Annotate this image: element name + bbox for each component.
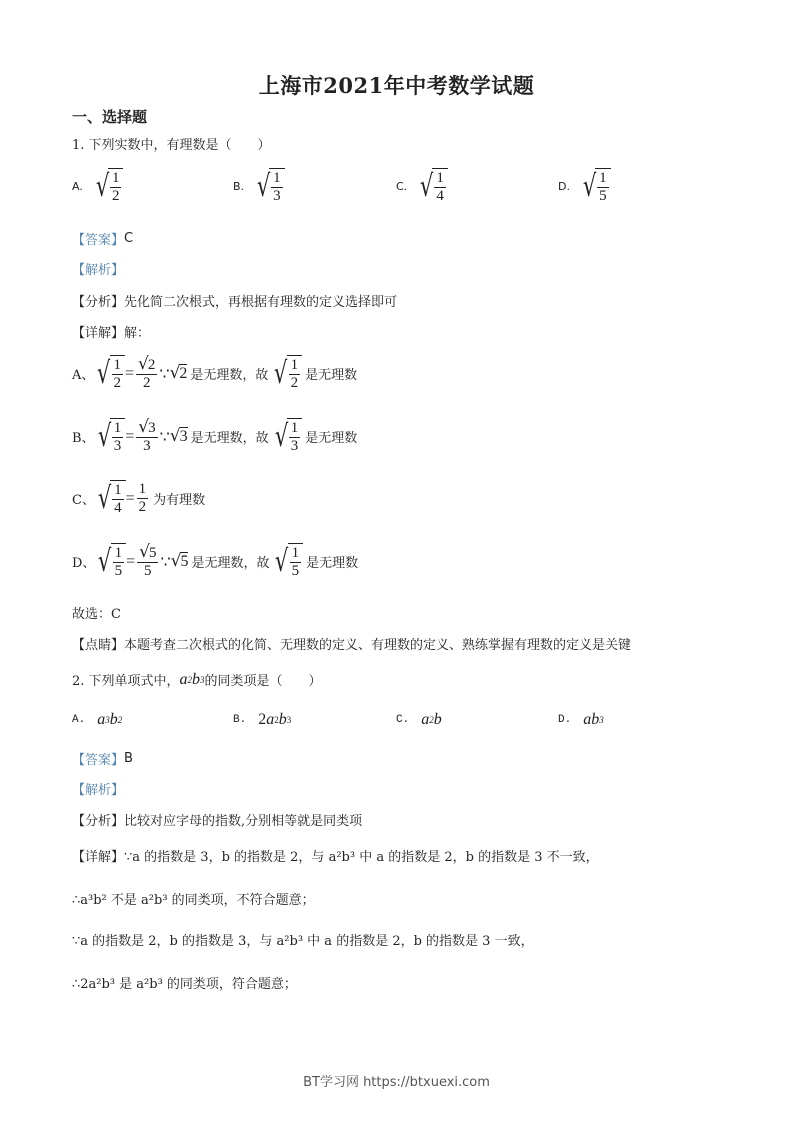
q1-option-a: A. √ $\frac{1}{2}$ bbox=[72, 168, 123, 205]
q2-option-a: A. a 3 b 2 bbox=[72, 711, 123, 728]
q2-fenxi: 【分析】 比较对应字母的指数,分别相等就是同类项 bbox=[72, 814, 363, 829]
q1-option-d: D. √ $\frac{1}{5}$ bbox=[558, 168, 611, 205]
q1-option-c: C. √ $\frac{1}{4}$ bbox=[396, 168, 448, 205]
q1-step-b: B、 √ $\frac{1}{3}$ = $\frac{√3}{3}$ ∵ √ 3 是无理数，故 √ $\frac{1}{3}$ 是无理数 bbox=[72, 416, 358, 454]
q1-analysis-tag: 【解析】 bbox=[72, 263, 125, 278]
q2-option-c: C. a 2 b bbox=[396, 711, 442, 728]
page-title: 上海市2021年中考数学试题 bbox=[258, 73, 535, 98]
q1-step-d: D、 √ $\frac{1}{5}$ = $\frac{√5}{5}$ ∵ √ 5 是无理数，故 √ $\frac{1}{5}$ 是无理数 bbox=[72, 541, 359, 579]
q1-fenxi: 【分析】 先化简二次根式，再根据有理数的定义选择即可 bbox=[72, 295, 398, 310]
q2-answer: 【答案】 B bbox=[72, 751, 133, 768]
q2-detail-line-1: 【详解】 ∵a 的指数是 3，b 的指数是 2，与 a²b³ 中 a 的指数是 2，b 的指数是 3 不一致， bbox=[72, 850, 599, 865]
q2-detail-line-4: ∴2a²b³ 是 a²b³ 的同类项，符合题意； bbox=[72, 977, 297, 992]
q2-stem: 2. 下列单项式中， a 2 b 3 的同类项是（ ） bbox=[72, 670, 322, 689]
q2-option-b: B. 2 a 2 b 3 bbox=[233, 711, 292, 728]
q1-stem: 1. 下列实数中，有理数是（ ） bbox=[72, 138, 271, 153]
q1-detail: 【详解】 解： bbox=[72, 326, 151, 341]
q2-option-d: D. ab 3 bbox=[558, 711, 604, 728]
q1-dianjing: 【点睛】 本题考查二次根式的化简、无理数的定义、有理数的定义、熟练掌握有理数的定义是关键 bbox=[72, 638, 632, 653]
section-heading: 一、选择题 bbox=[72, 108, 148, 126]
q2-detail-line-3: ∵a 的指数是 2，b 的指数是 3，与 a²b³ 中 a 的指数是 2，b 的指数是 3 一致， bbox=[72, 934, 534, 949]
q1-conclusion: 故选：C bbox=[72, 607, 121, 622]
q2-detail-line-2: ∴a³b² 不是 a²b³ 的同类项，不符合题意； bbox=[72, 893, 315, 908]
q1-answer: 【答案】 C bbox=[72, 231, 134, 248]
q1-step-c: C、 √ $\frac{1}{4}$ = $\frac{1}{2}$ 为有理数 bbox=[72, 480, 206, 516]
q1-step-a: A、 √ $\frac{1}{2}$ = $\frac{√2}{2}$ ∵ √ 2 是无理数，故 √ $\frac{1}{2}$ 是无理数 bbox=[72, 353, 358, 391]
q1-option-b: B. √ $\frac{1}{3}$ bbox=[233, 168, 285, 205]
q2-analysis-tag: 【解析】 bbox=[72, 783, 125, 798]
footer-watermark: BT学习网 https://btxuexi.com bbox=[303, 1075, 490, 1090]
